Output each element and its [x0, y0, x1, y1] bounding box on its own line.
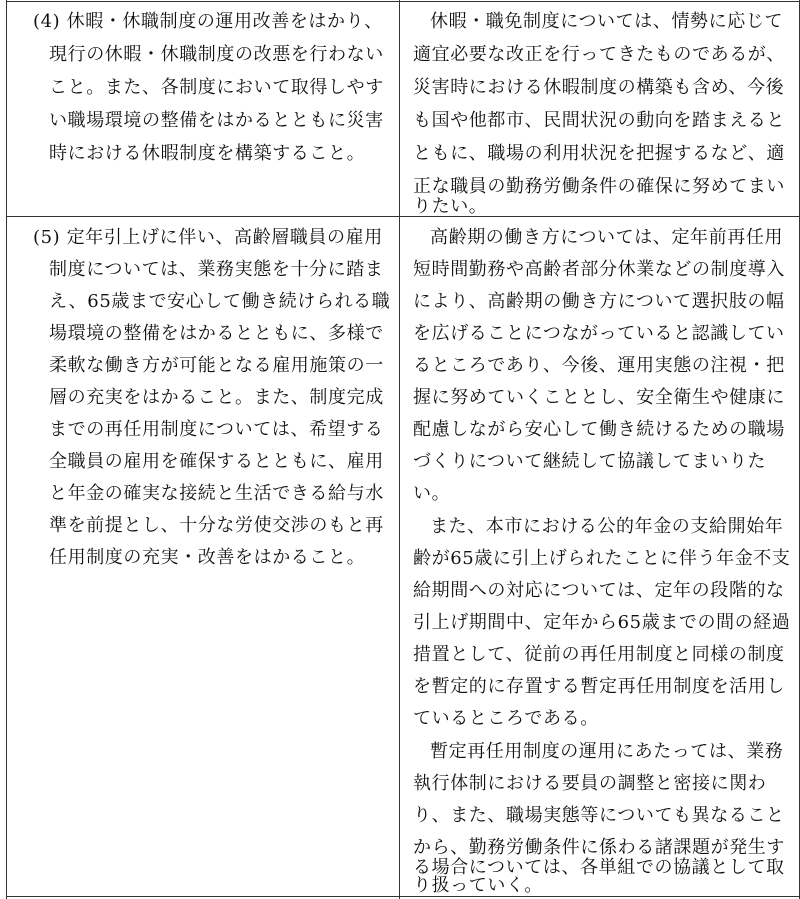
- response-line: づくりについて継続して協議してまいりた: [413, 451, 767, 472]
- demand-line: 制度については、業務実態を十分に踏ま: [49, 259, 384, 280]
- response-line: る場合については、各単組での協議として取: [413, 857, 785, 878]
- demand-line: 現行の休暇・休職制度の改悪を行わない: [49, 44, 384, 65]
- response-line: 給期間への対応については、定年の段階的な: [413, 580, 785, 601]
- demand-line: 層の充実をはかること。また、制度完成: [49, 387, 384, 408]
- demand-line: 全職員の雇用を確保するとともに、雇用: [49, 451, 384, 472]
- row-divider: [6, 216, 800, 217]
- response-line: 執行体制における要員の調整と密接に関わ: [413, 773, 767, 794]
- response-line: により、高齢期の働き方について選択肢の幅: [413, 291, 785, 312]
- table-border-left: [6, 0, 7, 899]
- response-line: を広げることにつながっていると認識してい: [413, 323, 785, 344]
- response-line: 齢が65歳に引上げられたことに伴う年金不支: [413, 548, 791, 569]
- demand-line: 準を前提とし、十分な労使交渉のもと再: [49, 515, 384, 536]
- response-line: 引上げ期間中、定年から65歳までの間の経過: [413, 612, 791, 633]
- demand-line: 場環境の整備をはかるとともに、多様で: [49, 323, 384, 344]
- response-line: 高齢期の働き方については、定年前再任用: [430, 227, 784, 248]
- response-line: も国や他都市、民間状況の動向を踏まえると: [413, 110, 785, 131]
- demand-line: え、65歳まで安心して働き続けられる職: [49, 291, 391, 312]
- demand-line: (5) 定年引上げに伴い、高齢層職員の雇用: [33, 227, 383, 248]
- table-border-bottom: [6, 896, 800, 897]
- table-border-top: [6, 1, 800, 2]
- response-line: 適宜必要な改正を行ってきたものであるが、: [413, 44, 785, 65]
- response-line: 配慮しながら安心して働き続けるための職場: [413, 419, 785, 440]
- response-line: り、また、職場実態等についても異なること: [413, 805, 785, 826]
- response-line: また、本市における公的年金の支給開始年: [430, 516, 784, 537]
- demand-line: と年金の確実な接続と生活できる給与水: [49, 483, 384, 504]
- response-line: を暫定的に存置する暫定再任用制度を活用し: [413, 676, 785, 697]
- response-line: ているところである。: [413, 708, 599, 729]
- response-line: から、勤務労働条件に係わる諸課題が発生す: [413, 837, 785, 858]
- demand-line: (4) 休暇・休職制度の運用改善をはかり、: [33, 11, 383, 32]
- response-line: ともに、職場の利用状況を把握するなど、適: [413, 143, 785, 164]
- demand-line: までの再任用制度については、希望する: [49, 419, 384, 440]
- response-line: 暫定再任用制度の運用にあたっては、業務: [430, 741, 784, 762]
- response-line: い。: [413, 483, 451, 504]
- demand-line: 任用制度の充実・改善をはかること。: [49, 547, 366, 568]
- demand-line: 時における休暇制度を構築すること。: [49, 143, 366, 164]
- response-line: 正な職員の勤務労働条件の確保に努めてまい: [413, 176, 785, 197]
- response-line: 措置として、従前の再任用制度と同様の制度: [413, 644, 785, 665]
- table-border-middle: [399, 0, 400, 899]
- response-line: るところであり、今後、運用実態の注視・把: [413, 355, 785, 376]
- demand-line: 柔軟な働き方が可能となる雇用施策の一: [49, 355, 384, 376]
- response-line: り扱っていく。: [413, 875, 543, 896]
- response-line: 握に努めていくこととし、安全衛生や健康に: [413, 387, 785, 408]
- response-line: 災害時における休暇制度の構築も含め、今後: [413, 77, 785, 98]
- demand-line: い職場環境の整備をはかるとともに災害: [49, 110, 384, 131]
- response-line: 休暇・職免制度については、情勢に応じて: [430, 11, 784, 32]
- response-line: 短時間勤務や高齢者部分休業などの制度導入: [413, 259, 785, 280]
- demand-line: こと。また、各制度において取得しやす: [49, 77, 384, 98]
- response-line: りたい。: [413, 196, 488, 217]
